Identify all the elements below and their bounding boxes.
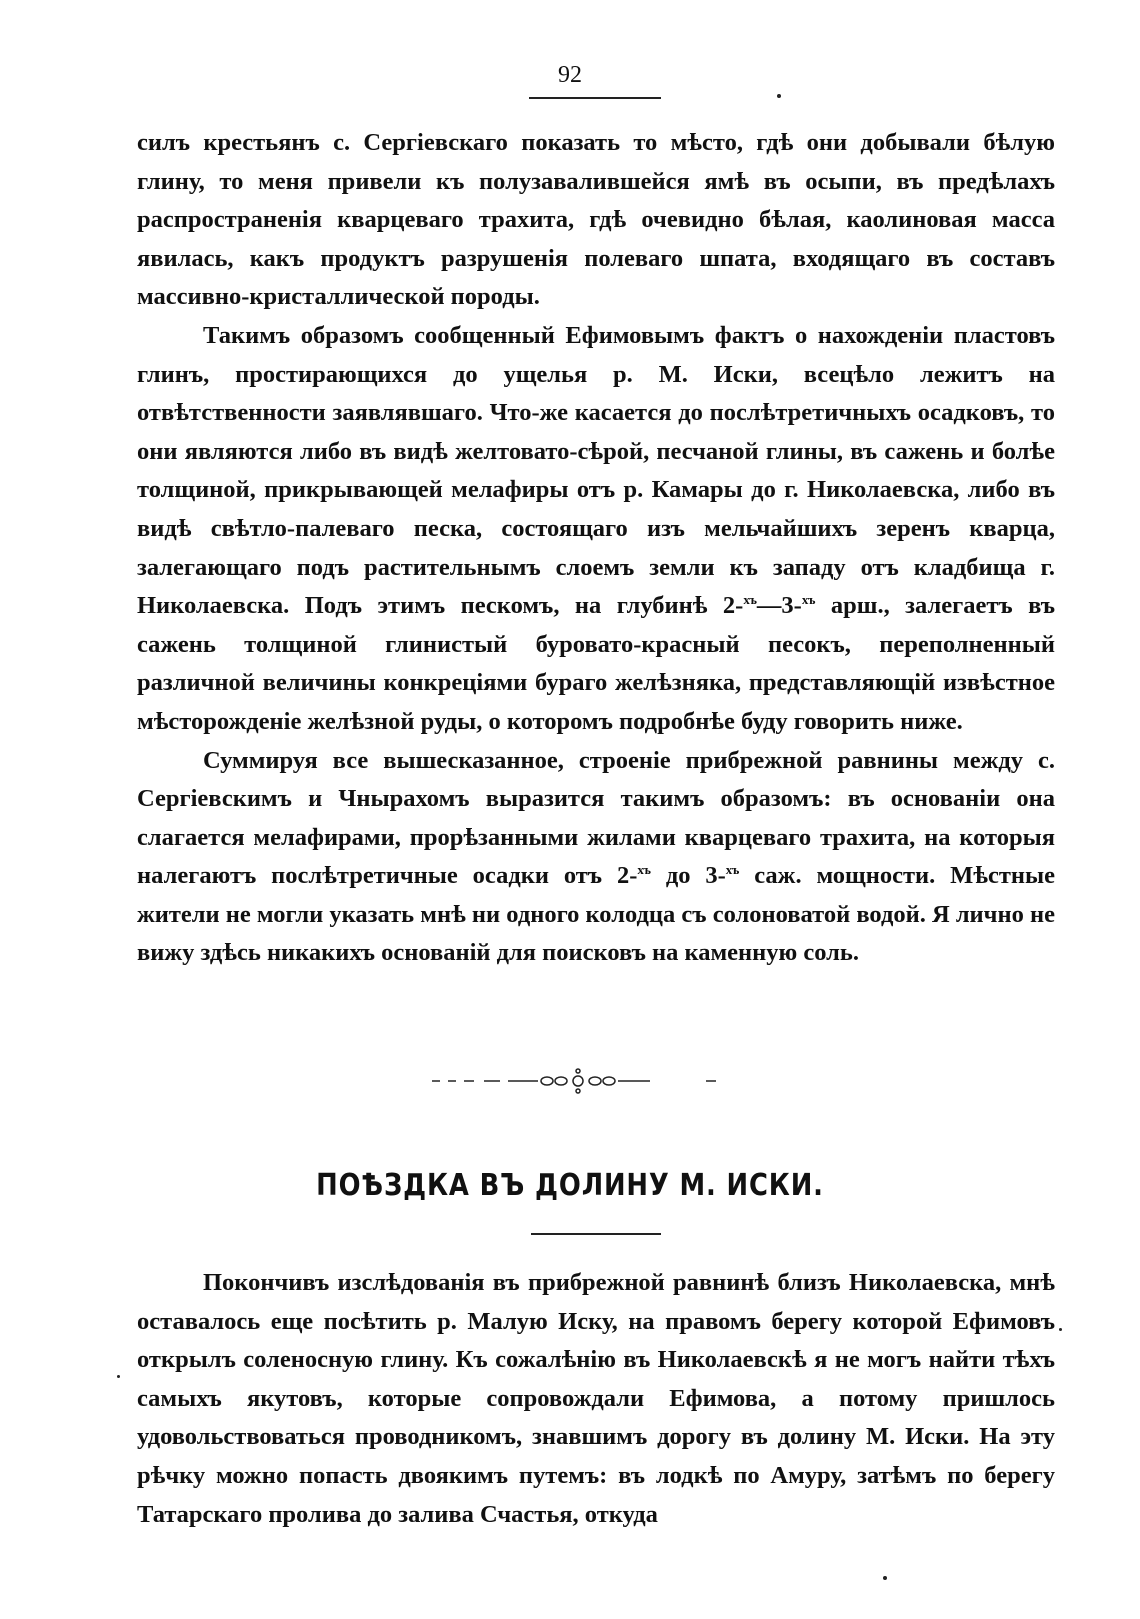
paragraph-2-text-c: арш., залегаетъ въ сажень толщиной глинистый буровато-красный песокъ, переполненный различной величины конкреціями бураго желѣзняка, представляющій извѣстное мѣсторожденіе желѣзной руды, о которомъ подробнѣе буду говорить ниже. (137, 592, 1055, 735)
superscript-2: хъ (801, 591, 816, 607)
section-divider-ornament (0, 1065, 1140, 1097)
paragraph-3 (137, 742, 1055, 974)
paragraph-2-text-b: —3- (756, 592, 802, 620)
section-title: ПОѢЗДКА ВЪ ДОЛИНУ М. ИСКИ. (316, 1168, 824, 1203)
paragraph-2 (137, 317, 1055, 742)
superscript-3: хъ (637, 862, 651, 878)
paragraph-3-text-c: саж. мощности. Мѣстные жители не могли указать мнѣ ни одного колодца съ солоноватой водой. Я лично не вижу здѣсь никакихъ основаній для поисковъ на каменную соль. (137, 862, 1055, 967)
scan-speck (777, 94, 781, 98)
paragraph-4: Покончивъ изслѣдованія въ прибрежной равнинѣ близъ Николаевска, мнѣ оставалось еще посѣтить р. Малую Иску, на правомъ берегу которой Ефимовъ открылъ соленосную глину. Къ сожалѣнію въ Николаевскѣ я не могъ найти тѣхъ самыхъ якутовъ, которые сопровождали Ефимова, а потому пришлось удовольствоваться проводникомъ, знавшимъ дорогу въ долину М. Иски. На эту рѣчку можно попасть двоякимъ путемъ: въ лодкѣ по Амуру, затѣмъ по берегу Татарскаго пролива до залива Счастья, откуда (137, 1269, 1055, 1528)
paragraph-2-text-a: Такимъ образомъ сообщенный Ефимовымъ фактъ о нахожденіи пластовъ глинъ, простирающихся до ущелья р. М. Иски, всецѣло лежитъ на отвѣтственности заявлявшаго. Что-же касается до послѣтретичныхъ осадковъ, то они являются либо въ видѣ желтовато-сѣрой, песчаной глины, въ сажень и болѣе толщиной, прикрывающей мелафиры отъ р. Камары до г. Николаевска, либо въ видѣ свѣтло-палеваго песка, состоящаго изъ мельчайшихъ зеренъ кварца, залегающаго подъ растительнымъ слоемъ земли къ западу отъ кладбища г. Николаевска. Подъ этимъ пескомъ, на глубинѣ 2- (137, 321, 1055, 620)
superscript-1: хъ (743, 591, 757, 607)
page-number: 92 (558, 62, 582, 88)
scan-speck (117, 1375, 120, 1378)
scan-speck (883, 1576, 887, 1580)
paragraph-1: силъ крестьянъ с. Сергіевскаго показать то мѣсто, гдѣ они добывали бѣлую глину, то меня привели къ полузавалившейся ямѣ въ осыпи, въ предѣлахъ распространенія кварцеваго трахита, гдѣ очевидно бѣлая, каолиновая масса явилась, какъ продуктъ разрушенія полеваго шпата, входящаго въ составъ массивно-кристаллической породы. (137, 129, 1055, 311)
header-rule (529, 97, 661, 99)
title-rule (531, 1233, 661, 1235)
superscript-4: хъ (725, 862, 740, 878)
body-text-section-1 (137, 124, 1055, 973)
body-text-section-2 (137, 1264, 1055, 1534)
paragraph-3-text-a: Суммируя все вышесказанное, строеніе прибрежной равнины между с. Сергіевскимъ и Чнырахомъ выразится такимъ образомъ: въ основаніи она слагается мелафирами, прорѣзанными жилами кварцеваго трахита, на которыя налегаютъ послѣтретичные осадки отъ 2- (137, 746, 1055, 890)
paragraph-3-text-b: до 3- (650, 862, 726, 890)
scan-speck (1059, 1328, 1062, 1331)
